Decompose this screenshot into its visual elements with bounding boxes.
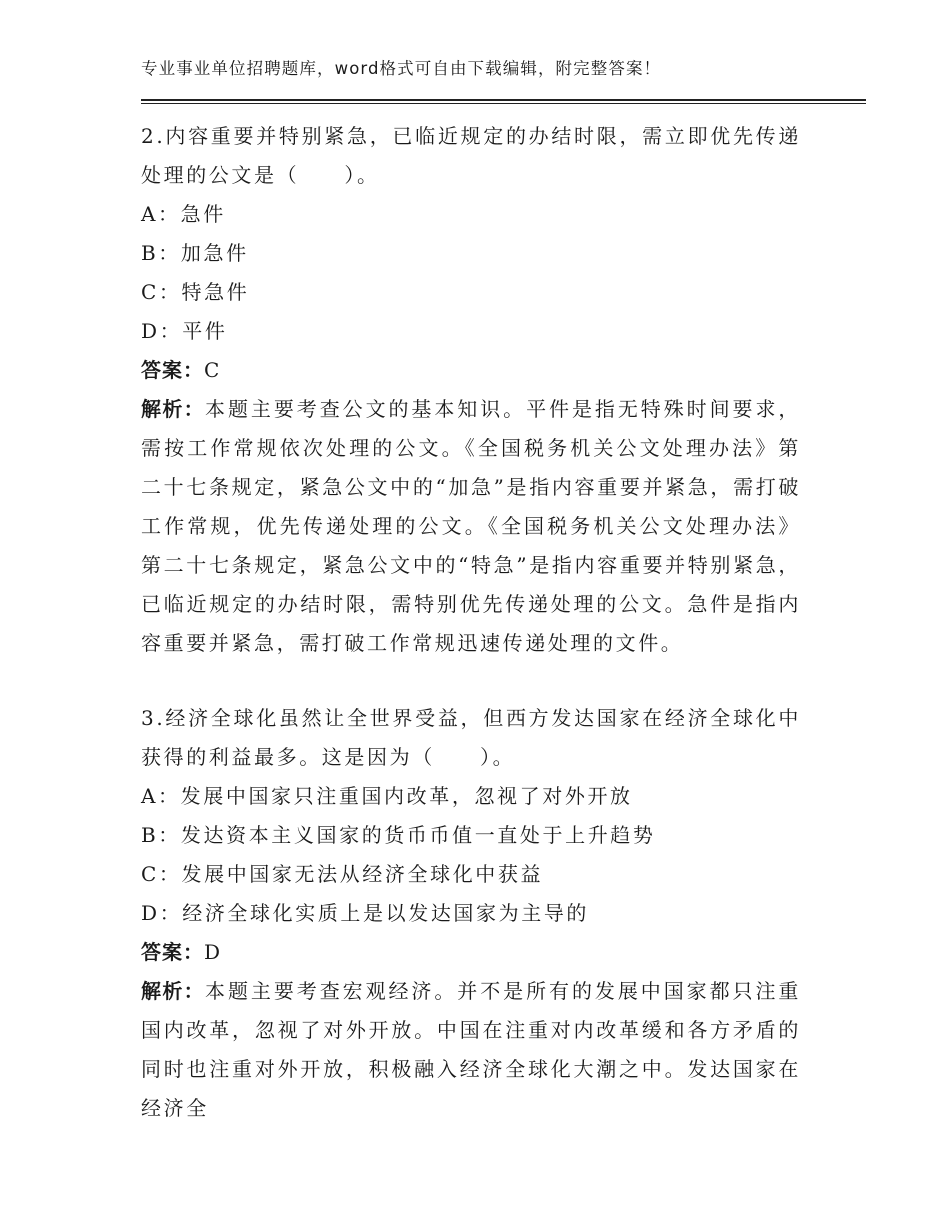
option-a: A：急件 [141, 202, 226, 226]
answer-line [141, 933, 801, 972]
question-block [141, 117, 801, 663]
answer-line [141, 351, 801, 390]
option-d: D：经济全球化实质上是以发达国家为主导的 [141, 901, 590, 925]
answer-value: D [204, 940, 223, 964]
option-a: A：发展中国家只注重国内改革，忽视了对外开放 [141, 784, 633, 808]
analysis-label: 解析： [141, 397, 206, 421]
analysis-text: 本题主要考查公文的基本知识。平件是指无特殊时间要求，需按工作常规依次处理的公文。《全国税务机关公文处理办法》第二十七条规定，紧急公文中的“加急”是指内容重要并紧急，需打破工作常规，优先传递处理的公文。《全国税务机关公文处理办法》第二十七条规定，紧急公文中的“特急”是指内容重要并特别紧急，已临近规定的办结时限，需特别优先传递处理的公文。急件是指内容重要并紧急，需打破工作常规迅速传递处理的文件。 [141, 397, 801, 655]
analysis [141, 390, 801, 663]
option-b: B：发达资本主义国家的货币币值一直处于上升趋势 [141, 823, 656, 847]
analysis-text: 本题主要考查宏观经济。并不是所有的发展中国家都只注重国内改革，忽视了对外开放。中国在注重对内改革缓和各方矛盾的同时也注重对外开放，积极融入经济全球化大潮之中。发达国家在经济全 [141, 979, 801, 1120]
question-stem: 3.经济全球化虽然让全世界受益，但西方发达国家在经济全球化中获得的利益最多。这是因为（ ）。 [141, 706, 801, 769]
option-d: D：平件 [141, 319, 228, 343]
option-c: C：特急件 [141, 280, 250, 304]
answer-label: 答案： [141, 358, 204, 382]
analysis [141, 972, 801, 1128]
option-b: B：加急件 [141, 241, 249, 265]
answer-label: 答案： [141, 940, 204, 964]
option-c: C：发展中国家无法从经济全球化中获益 [141, 862, 544, 886]
question-block [141, 699, 801, 1128]
analysis-label: 解析： [141, 979, 206, 1003]
question-stem: 2.内容重要并特别紧急，已临近规定的办结时限，需立即优先传递处理的公文是（ ）。 [141, 124, 801, 187]
header-rule-thin [141, 103, 866, 104]
answer-value: C [204, 358, 222, 382]
page-header: 专业事业单位招聘题库，word格式可自由下载编辑，附完整答案！ [141, 59, 662, 78]
header-rule-thick [141, 99, 866, 101]
